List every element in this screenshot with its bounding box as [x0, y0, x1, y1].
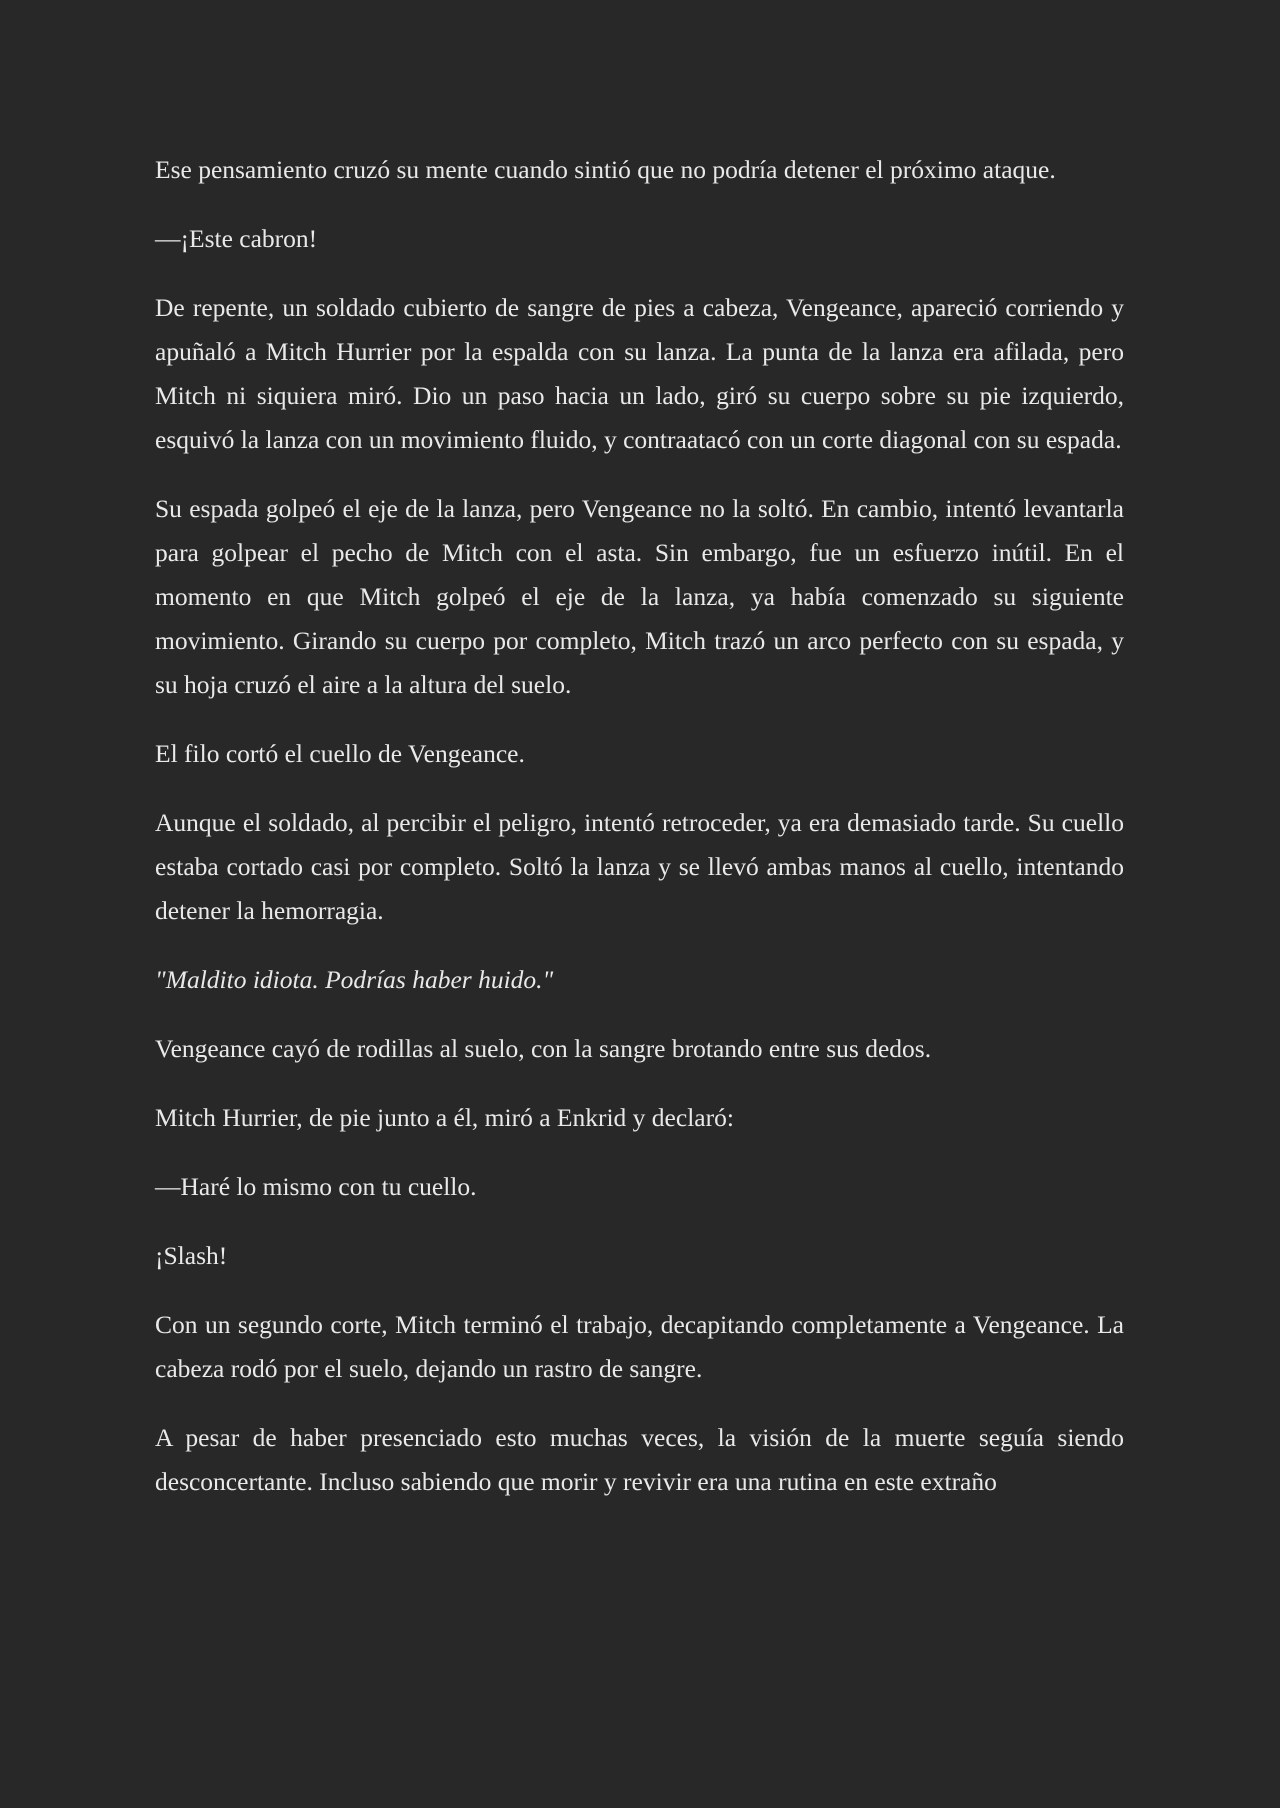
thought-line: "Maldito idiota. Podrías haber huido." — [155, 965, 554, 994]
paragraph: De repente, un soldado cubierto de sangre de pies a cabeza, Vengeance, apareció corriendo y apuñaló a Mitch Hurrier por la espalda con su lanza. La punta de la lanza era afilada, pero Mitch ni siquiera miró. Dio un paso hacia un lado, giró su cuerpo sobre su pie izquierdo, esquivó la lanza con un movimiento fluido, y contraatacó con un corte diagonal con su espada. — [155, 293, 1124, 454]
dialogue-line: —Haré lo mismo con tu cuello. — [155, 1172, 477, 1201]
reader-page — [155, 148, 1124, 1529]
paragraph: Vengeance cayó de rodillas al suelo, con la sangre brotando entre sus dedos. — [155, 1034, 932, 1063]
dialogue-line: —¡Este cabron! — [155, 224, 318, 253]
paragraph: Mitch Hurrier, de pie junto a él, miró a Enkrid y declaró: — [155, 1103, 734, 1132]
paragraph: Ese pensamiento cruzó su mente cuando sintió que no podría detener el próximo ataque. — [155, 155, 1056, 184]
paragraph: El filo cortó el cuello de Vengeance. — [155, 739, 525, 768]
paragraph: Su espada golpeó el eje de la lanza, pero Vengeance no la soltó. En cambio, intentó levantarla para golpear el pecho de Mitch con el asta. Sin embargo, fue un esfuerzo inútil. En el momento en que Mitch golpeó el eje de la lanza, ya había comenzado su siguiente movimiento. Girando su cuerpo por completo, Mitch trazó un arco perfecto con su espada, y su hoja cruzó el aire a la altura del suelo. — [155, 494, 1124, 699]
paragraph: Aunque el soldado, al percibir el peligro, intentó retroceder, ya era demasiado tarde. Su cuello estaba cortado casi por completo. Soltó la lanza y se llevó ambas manos al cuello, intentando detener la hemorragia. — [155, 808, 1124, 925]
paragraph: Con un segundo corte, Mitch terminó el trabajo, decapitando completamente a Vengeance. La cabeza rodó por el suelo, dejando un rastro de sangre. — [155, 1310, 1124, 1383]
paragraph: A pesar de haber presenciado esto muchas veces, la visión de la muerte seguía siendo desconcertante. Incluso sabiendo que morir y revivir era una rutina en este extraño — [155, 1423, 1124, 1496]
sound-effect-line: ¡Slash! — [155, 1241, 228, 1270]
